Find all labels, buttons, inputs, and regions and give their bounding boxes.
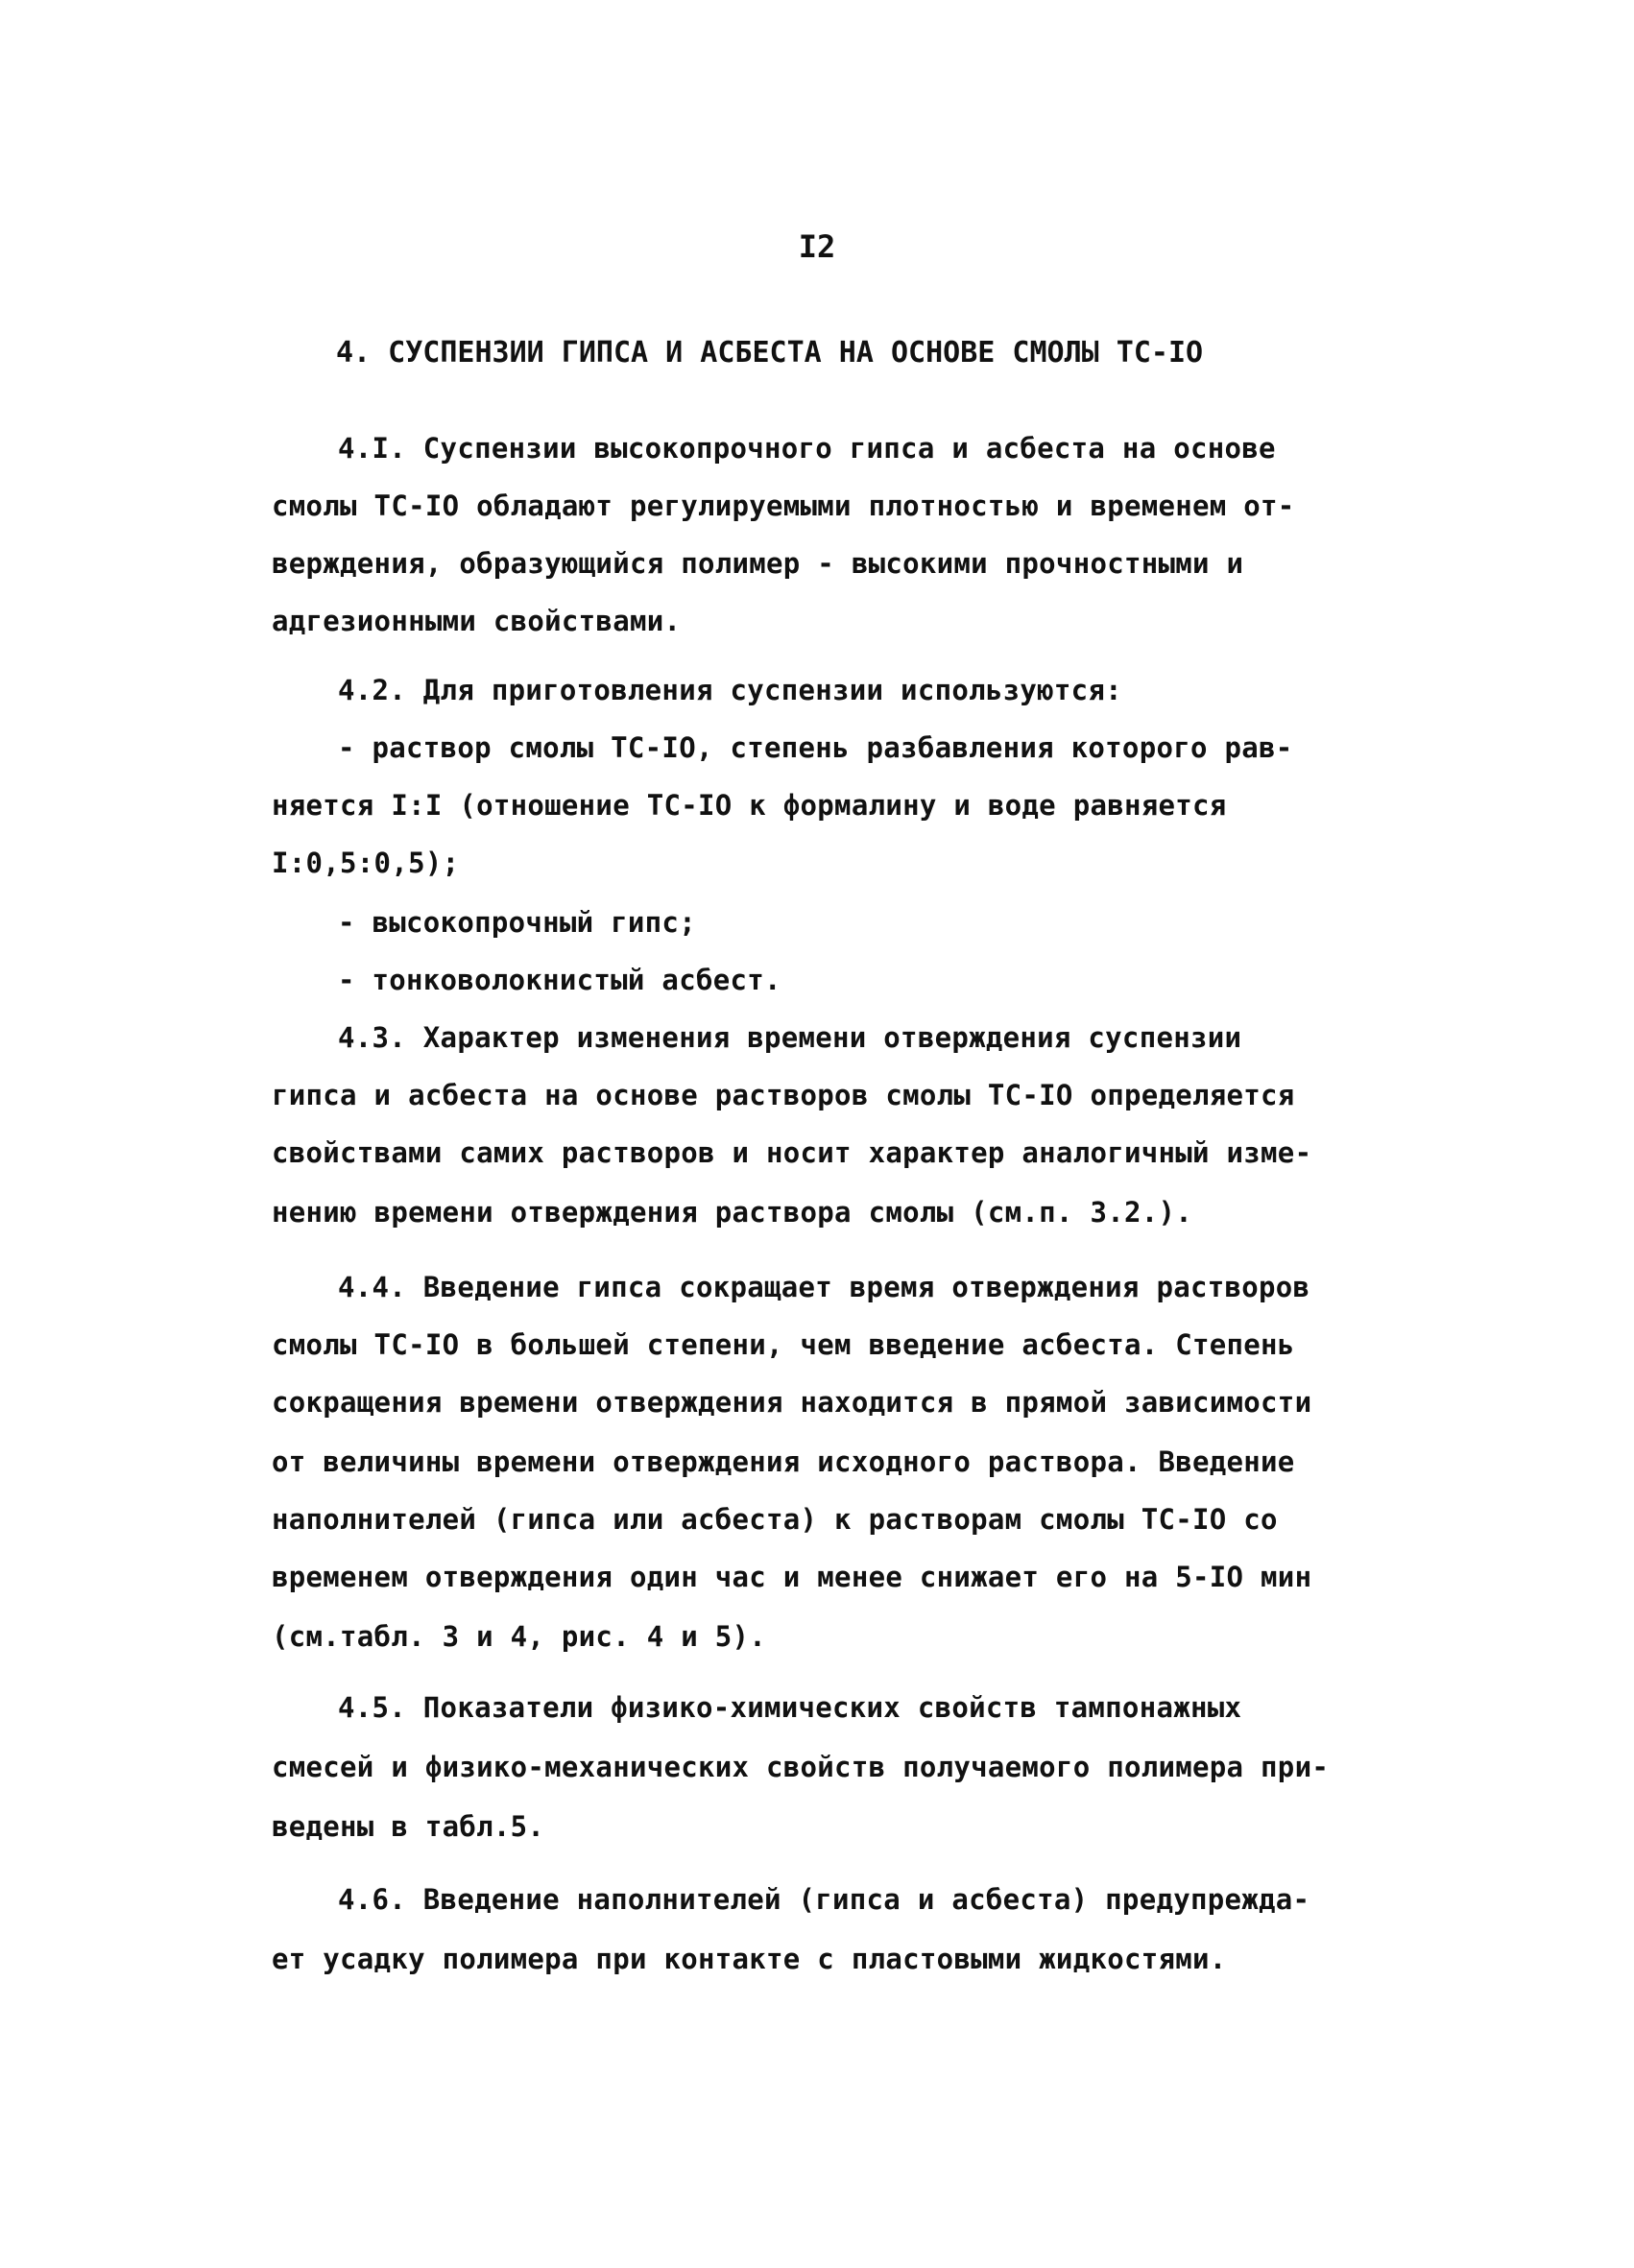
paragraph-4-4-line-6: временем отверждения один час и менее снижает его на 5-IO мин	[272, 1561, 1312, 1593]
paragraph-4-2-line-3: няется I:I (отношение ТС-IO к формалину и воде равняется	[272, 789, 1227, 822]
paragraph-4-2-line-4: I:0,5:0,5);	[272, 847, 460, 879]
paragraph-4-3-line-1: 4.3. Характер изменения времени отверждения суспензии	[338, 1021, 1242, 1054]
paragraph-4-4-line-7: (см.табл. 3 и 4, рис. 4 и 5).	[272, 1620, 767, 1653]
paragraph-4-4-line-2: смолы ТС-IO в большей степени, чем введение асбеста. Степень	[272, 1328, 1295, 1361]
paragraph-4-1-line-4: адгезионными свойствами.	[272, 605, 682, 637]
paragraph-4-4-line-3: сокращения времени отверждения находится в прямой зависимости	[272, 1386, 1312, 1419]
page-number: I2	[798, 228, 836, 265]
paragraph-4-2-item-gypsum: - высокопрочный гипс;	[338, 906, 696, 939]
paragraph-4-4-line-4: от величины времени отверждения исходного раствора. Введение	[272, 1445, 1295, 1478]
paragraph-4-3-line-2: гипса и асбеста на основе растворов смолы ТС-IO определяется	[272, 1079, 1295, 1111]
section-title: 4. СУСПЕНЗИИ ГИПСА И АСБЕСТА НА ОСНОВЕ СМОЛЫ ТС-IO	[336, 336, 1204, 370]
paragraph-4-2-line-2: - раствор смолы ТС-IO, степень разбавления которого рав-	[338, 731, 1293, 764]
paragraph-4-5-line-3: ведены в табл.5.	[272, 1810, 545, 1843]
paragraph-4-3-line-4: нению времени отверждения раствора смолы (см.п. 3.2.).	[272, 1196, 1193, 1229]
paragraph-4-4-line-1: 4.4. Введение гипса сокращает время отверждения растворов	[338, 1271, 1310, 1303]
paragraph-4-6-line-1: 4.6. Введение наполнителей (гипса и асбеста) предупрежда-	[338, 1883, 1310, 1916]
paragraph-4-6-line-2: ет усадку полимера при контакте с пластовыми жидкостями.	[272, 1943, 1227, 1975]
paragraph-4-2-line-1: 4.2. Для приготовления суспензии используются:	[338, 674, 1122, 706]
paragraph-4-2-item-asbestos: - тонковолокнистый асбест.	[338, 964, 781, 996]
paragraph-4-1-line-2: смолы ТС-IO обладают регулируемыми плотностью и временем от-	[272, 489, 1295, 522]
paragraph-4-4-line-5: наполнителей (гипса или асбеста) к растворам смолы ТС-IO со	[272, 1503, 1278, 1536]
paragraph-4-3-line-3: свойствами самих растворов и носит характер аналогичный изме-	[272, 1136, 1312, 1169]
paragraph-4-1-line-3: верждения, образующийся полимер - высокими прочностными и	[272, 547, 1244, 580]
paragraph-4-5-line-1: 4.5. Показатели физико-химических свойств тампонажных	[338, 1691, 1242, 1724]
paragraph-4-1-line-1: 4.I. Суспензии высокопрочного гипса и асбеста на основе	[338, 432, 1276, 465]
paragraph-4-5-line-2: смесей и физико-механических свойств получаемого полимера при-	[272, 1751, 1330, 1783]
